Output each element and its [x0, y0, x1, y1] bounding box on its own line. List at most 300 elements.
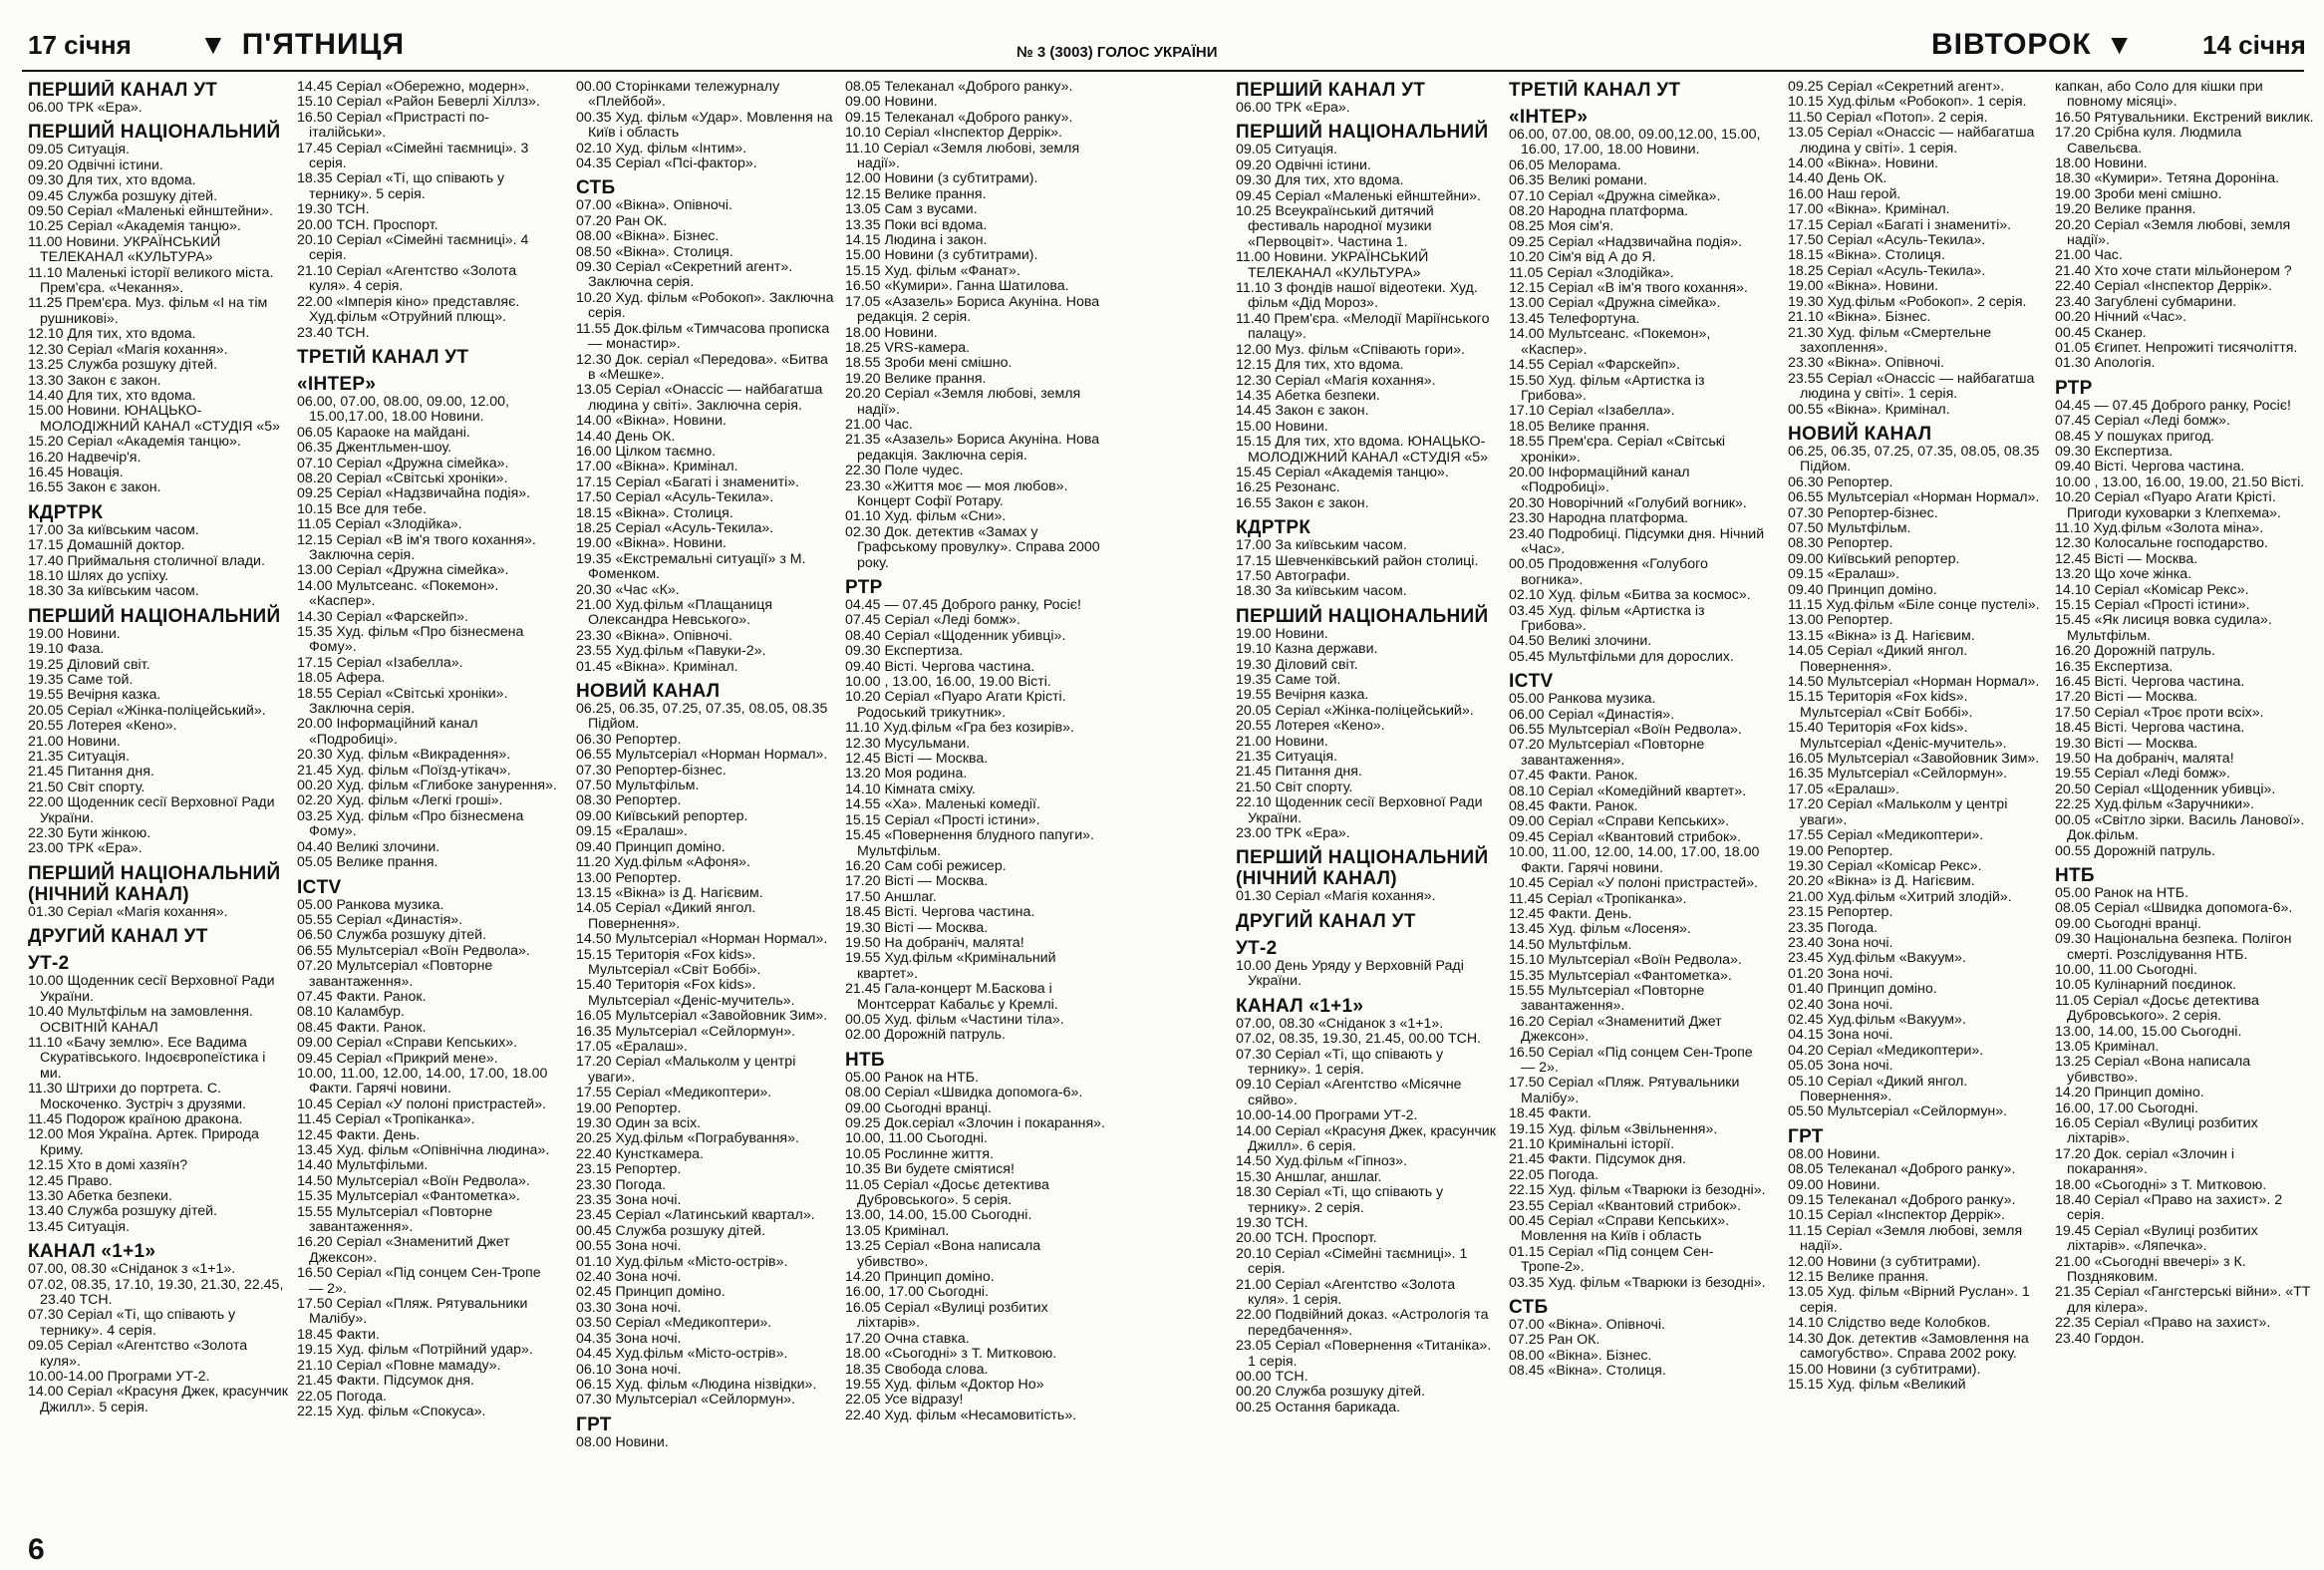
program-entry: 12.45 Право. [28, 1172, 113, 1189]
program-entry: 23.40 Гордон. [2055, 1330, 2145, 1347]
program-entry: 19.00 «Вікна». Новини. [576, 535, 726, 552]
header-rule [22, 70, 2304, 72]
program-entry: 11.10 «Бачу землю». Есе Вадима Скуратівського. Індоєвропеїстика і ми. [28, 1034, 266, 1082]
program-entry: 15.00 Новини (з субтитрами). [845, 247, 1038, 264]
program-entry: 16.35 Мультсеріал «Сейлормун». [1788, 766, 2008, 783]
program-entry: 17.50 Автографи. [1236, 567, 1350, 584]
program-entry: 11.00 Новини. УКРАЇНСЬКИЙ ТЕЛЕКАНАЛ «КУЛЬТУРА» [1236, 249, 1429, 281]
channel-heading: «ІНТЕР» [297, 373, 377, 395]
program-entry: 19.30 ТСН. [1236, 1214, 1308, 1231]
program-entry: 08.05 Телеканал «Доброго ранку». [845, 80, 1073, 95]
program-entry: 13.00, 14.00, 15.00 Сьогодні. [2055, 1023, 2242, 1040]
program-entry: 08.10 Серіал «Комедійний квартет». [1509, 783, 1747, 799]
program-entry: 09.15 Телеканал «Доброго ранку». [1788, 1192, 2016, 1209]
program-entry: 09.45 Служба розшуку дітей. [28, 187, 218, 204]
program-entry: 17.50 Серіал «Асуль-Текила». [576, 489, 774, 506]
channel-heading: НТБ [845, 1049, 885, 1071]
channel-heading: ПЕРШИЙ КАНАЛ УТ [1236, 80, 1426, 101]
program-entry: 09.15 Телеканал «Доброго ранку». [845, 109, 1073, 126]
program-entry: 16.35 Мультсеріал «Сейлормун». [576, 1023, 796, 1040]
program-entry: 16.45 Вісті. Чергова частина. [2055, 674, 2245, 691]
program-entry: 19.30 Вісті — Москва. [2055, 735, 2198, 752]
program-entry: 03.30 Зона ночі. [576, 1299, 682, 1316]
issue-line: № 3 (3003) ГОЛОС УКРАЇНИ [1017, 44, 1218, 61]
program-entry: 05.10 Серіал «Дикий янгол. Повернення». [1788, 1073, 1968, 1104]
program-entry: 19.55 Вечірня казка. [28, 687, 161, 704]
program-entry: 13.00 Серіал «Дружна сімейка». [297, 562, 509, 579]
program-entry: 10.25 Всеукраїнський дитячий фестиваль народної музики «Первоцвіт». Частина 1. [1236, 203, 1434, 250]
program-entry: 15.15 Територія «Fox kids». Мультсеріал «Світ Боббі». [1788, 689, 1973, 721]
program-entry: 05.00 Ранок на НТБ. [2055, 884, 2189, 901]
program-entry: 20.20 Серіал «Земля любові, земля надії». [845, 386, 1081, 418]
program-entry: 07.45 Факти. Ранок. [297, 988, 427, 1005]
program-entry: 16.20 Надвечір'я. [28, 449, 142, 466]
program-entry: 12.00 Новини (з субтитрами). [845, 170, 1038, 187]
program-entry: 09.25 Серіал «Надзвичайна подія». [297, 485, 531, 502]
program-entry: 18.45 Факти. [1509, 1105, 1592, 1122]
program-entry: 12.30 Серіал «Магія кохання». [1236, 372, 1436, 389]
program-entry: 12.45 Вісті — Москва. [2055, 550, 2198, 567]
program-entry: 05.00 Ранкова музика. [1509, 691, 1656, 708]
program-entry: 09.30 Експертиза. [2055, 443, 2174, 460]
program-entry: 21.45 Питання дня. [1236, 764, 1362, 781]
program-entry: 13.05 Кримінал. [2055, 1038, 2160, 1055]
program-entry: 14.45 Закон є закон. [1236, 403, 1369, 420]
program-entry: 00.20 Нічний «Час». [2055, 309, 2187, 326]
program-entry: 16.05 Мультсеріал «Завойовник Зим». [576, 1008, 828, 1025]
program-entry: 11.45 Серіал «Тропіканка». [1509, 890, 1687, 907]
program-entry: 15.15 Територія «Fox kids». Мультсеріал «Світ Боббі». [576, 946, 761, 978]
program-entry: 15.15 Для тих, хто вдома. ЮНАЦЬКО-МОЛОДІЖНИЙ КАНАЛ «СТУДІЯ «5» [1236, 434, 1489, 466]
program-entry: 20.10 Серіал «Сімейні таємниці». 4 серія. [297, 232, 529, 264]
program-entry: 14.00 Мультсеанс. «Покемон». «Каспер». [297, 577, 499, 610]
program-entry: 21.00 Худ.фільм «Плащаниця Олександра Невського». [576, 597, 773, 629]
program-entry: 01.15 Серіал «Під сонцем Сен-Тропе-2». [1509, 1243, 1714, 1276]
program-entry: 11.15 Худ.фільм «Біле сонце пустелі». [1788, 597, 2040, 613]
program-entry: 11.15 Серіал «Земля любові, земля надії». [1788, 1222, 2023, 1255]
channel-heading: КДРТРК [1236, 517, 1311, 539]
program-entry: 12.15 Серіал «В ім'я твого кохання». Заключна серія. [297, 531, 536, 563]
program-entry: 13.15 «Вікна» із Д. Нагієвим. [576, 884, 763, 901]
program-entry: 22.30 Поле чудес. [845, 463, 964, 479]
program-entry: 18.05 Велике прання. [1509, 418, 1650, 435]
program-entry: 05.05 Зона ночі. [1788, 1058, 1893, 1075]
program-entry: 19.30 Худ.фільм «Робокоп». 2 серія. [1788, 293, 2027, 310]
program-entry: 17.05 «Азазель» Бориса Акуніна. Нова редакція. 2 серія. [845, 293, 1100, 326]
program-entry: 15.15 Серіал «Прості істини». [845, 811, 1040, 828]
program-entry: 22.05 Погода. [297, 1388, 388, 1405]
program-entry: 00.45 Служба розшуку дітей. [576, 1222, 766, 1239]
program-entry: 15.35 Мультсеріал «Фантометка». [297, 1188, 520, 1205]
channel-heading: РТР [2055, 377, 2093, 399]
program-entry: 08.45 «Вікна». Столиця. [1509, 1363, 1666, 1380]
program-entry: 18.25 VRS-камера. [845, 339, 971, 356]
program-entry: 22.40 Кунсткамера. [576, 1145, 705, 1162]
program-entry: 07.30 Серіал «Ті, що співають у тернику». 4 серія. [28, 1307, 236, 1339]
program-entry: 20.10 Серіал «Сімейні таємниці». 1 серія. [1236, 1245, 1468, 1278]
program-entry: 00.05 Худ. фільм «Частини тіла». [845, 1011, 1064, 1028]
program-entry: 18.55 Прем'єра. Серіал «Світські хроніки». [1509, 434, 1726, 466]
program-entry: 07.45 Факти. Ранок. [1509, 768, 1638, 785]
program-entry: 17.50 Серіал «Асуль-Текила». [1788, 232, 1986, 249]
program-entry: 07.30 Мультсеріал «Сейлормун». [576, 1392, 796, 1409]
program-entry: 23.45 Серіал «Латинський квартал». [576, 1207, 815, 1224]
program-entry: 20.05 Серіал «Жінка-поліцейський». [1236, 702, 1474, 719]
channel-heading: УТ-2 [28, 953, 70, 975]
program-entry: 10.00, 11.00 Сьогодні. [845, 1130, 988, 1147]
program-entry: 14.05 Серіал «Дикий янгол. Повернення». [1788, 643, 1968, 675]
program-entry: 09.15 «Ералаш». [576, 823, 688, 840]
program-entry: 02.20 Худ. фільм «Легкі гроші». [297, 792, 503, 809]
channel-heading: ПЕРШИЙ НАЦІОНАЛЬНИЙ (НІЧНИЙ КАНАЛ) [1236, 847, 1489, 890]
program-entry: 20.50 Серіал «Щоденник убивці». [2055, 781, 2276, 797]
program-entry: 23.30 Погода. [576, 1176, 667, 1193]
program-entry: 08.10 Каламбур. [297, 1004, 405, 1021]
program-entry: 20.05 Серіал «Жінка-поліцейський». [28, 702, 266, 719]
program-entry: 23.40 Зона ночі. [1788, 934, 1893, 951]
right-weekday: ВІВТОРОК ▼ [1931, 28, 2134, 62]
program-entry: капкан, або Соло для кішки при повному місяці». [2055, 80, 2263, 111]
program-entry: 16.20 Дорожній патруль. [2055, 643, 2215, 660]
program-entry: 20.25 Худ.фільм «Пограбування». [576, 1130, 799, 1147]
program-entry: 06.00 Серіал «Династія». [1509, 706, 1675, 723]
program-entry: 21.10 Серіал «Повне мамаду». [297, 1357, 501, 1374]
channel-heading: НТБ [2055, 864, 2095, 886]
channel-heading: КАНАЛ «1+1» [28, 1241, 156, 1263]
program-entry: 00.20 Худ. фільм «Глибоке занурення». [297, 778, 557, 794]
program-entry: 18.30 «Кумири». Тетяна Дороніна. [2055, 170, 2280, 187]
program-entry: 02.45 Худ.фільм «Вакуум». [1788, 1011, 1966, 1028]
program-entry: 14.55 Серіал «Фарскейп». [1509, 357, 1680, 374]
program-entry: 13.45 Худ. фільм «Лосеня». [1509, 921, 1691, 938]
program-entry: 17.55 Серіал «Медикоптери». [576, 1085, 772, 1101]
program-entry: 15.15 Серіал «Прості істини». [2055, 597, 2250, 613]
program-entry: 23.35 Погода. [1788, 919, 1879, 936]
program-entry: 10.15 Худ.фільм «Робокоп». 1 серія. [1788, 94, 2027, 111]
program-entry: 18.30 За київським часом. [28, 583, 199, 600]
program-entry: 11.10 Худ.фільм «Гра без козирів». [845, 720, 1075, 737]
program-entry: 04.15 Зона ночі. [1788, 1027, 1893, 1044]
program-entry: 17.15 Шевченківський район столиці. [1236, 552, 1479, 569]
program-entry: 17.20 Вісті — Москва. [2055, 689, 2198, 706]
program-entry: 10.00, 11.00 Сьогодні. [2055, 961, 2197, 978]
channel-heading: ПЕРШИЙ НАЦІОНАЛЬНИЙ [28, 122, 281, 144]
schedule-column-3 [576, 80, 837, 1555]
program-entry: 21.45 Факти. Підсумок дня. [1509, 1151, 1686, 1168]
program-entry: 18.00 «Сьогодні» з Т. Митковою. [2055, 1176, 2267, 1193]
program-entry: 10.20 Худ. фільм «Робокоп». Заключна серія. [576, 289, 834, 322]
program-entry: 16.05 Серіал «Вулиці розбитих ліхтарів». [845, 1299, 1048, 1332]
program-entry: 10.25 Серіал «Академія танцю». [28, 218, 241, 235]
program-entry: 12.10 Для тих, хто вдома. [28, 326, 196, 343]
program-entry: 15.40 Територія «Fox kids». Мультсеріал «Деніс-мучитель». [1788, 720, 2007, 752]
program-entry: 08.45 У пошуках пригод. [2055, 428, 2215, 445]
program-entry: 09.00 Серіал «Справи Кепських». [297, 1035, 518, 1052]
program-entry: 13.20 Моя родина. [845, 766, 968, 783]
program-entry: 13.00 Серіал «Дружна сімейка». [1509, 295, 1721, 312]
program-entry: 15.00 Новини (з субтитрами). [1788, 1361, 1981, 1378]
program-entry: 19.45 Серіал «Вулиці розбитих ліхтарів». «Ляпечка». [2055, 1222, 2258, 1255]
program-entry: 22.15 Худ. фільм «Тварюки із безодні». [1509, 1182, 1766, 1199]
program-entry: 21.35 Ситуація. [28, 749, 131, 766]
program-entry: 07.02, 08.35, 19.30, 21.45, 00.00 ТСН. [1236, 1031, 1482, 1048]
program-entry: 08.00 «Вікна». Бізнес. [1509, 1347, 1652, 1364]
program-entry: 12.15 Серіал «В ім'я твого кохання». [1509, 280, 1748, 297]
program-entry: 19.00 Новини. [1236, 625, 1328, 642]
program-entry: 23.15 Репортер. [576, 1161, 682, 1178]
program-entry: 12.30 Док. серіал «Передова». «Битва в «Мешке». [576, 351, 828, 383]
program-entry: 10.45 Серіал «У полоні пристрастей». [1509, 875, 1759, 892]
program-entry: 07.00 «Вікна». Опівночі. [576, 197, 732, 214]
program-entry: 09.10 Серіал «Агентство «Місячне сяйво». [1236, 1077, 1462, 1108]
program-entry: 06.55 Мультсеріал «Норман Нормал». [576, 747, 828, 764]
program-entry: 04.40 Великі злочини. [297, 838, 440, 855]
program-entry: 19.55 Худ.фільм «Кримінальний квартет». [845, 950, 1056, 982]
program-entry: 13.05 Серіал «Онассіс — найбагатша людина у світі». 1 серія. [1788, 125, 2035, 157]
program-entry: 21.30 Худ. фільм «Смертельне захоплення». [1788, 324, 1992, 356]
program-entry: 01.45 «Вікна». Кримінал. [576, 658, 738, 675]
program-entry: 23.00 ТРК «Ера». [1236, 825, 1350, 842]
program-entry: 07.30 Репортер-бізнес. [576, 762, 726, 779]
channel-heading: КАНАЛ «1+1» [1236, 995, 1364, 1017]
program-entry: 08.20 Серіал «Світські хроніки». [297, 470, 508, 486]
program-entry: 14.00 Мультсеанс. «Покемон», «Каспер». [1509, 326, 1711, 358]
program-entry: 05.55 Серіал «Династія». [297, 911, 463, 928]
program-entry: 01.10 Худ. фільм «Сни». [845, 508, 1007, 525]
program-entry: 23.30 «Вікна». Опівночі. [1788, 355, 1944, 372]
program-entry: 09.00 Новини. [845, 94, 938, 111]
program-entry: 08.20 Народна платформа. [1509, 203, 1689, 220]
program-entry: 15.50 Худ. фільм «Артистка із Грибова». [1509, 372, 1705, 404]
program-entry: 15.10 Мультсеріал «Воїн Редвола». [1509, 952, 1742, 969]
page-header [0, 0, 2324, 66]
program-entry: 01.30 Серіал «Магія кохання». [1236, 888, 1436, 905]
program-entry: 19.30 ТСН. [297, 201, 370, 218]
program-entry: 20.00 ТСН. Проспорт. [297, 216, 438, 233]
program-entry: 05.50 Мультсеріал «Сейлормун». [1788, 1103, 2008, 1120]
program-entry: 07.50 Мультфільм. [576, 778, 700, 794]
program-entry: 16.50 Серіал «Під сонцем Сен-Тропе — 2». [297, 1265, 541, 1297]
program-entry: 18.45 Факти. [297, 1326, 380, 1343]
program-entry: 09.05 Ситуація. [28, 142, 131, 158]
program-entry: 19.00 Зроби мені смішно. [2055, 185, 2222, 202]
program-entry: 23.40 ТСН. [297, 324, 370, 341]
channel-heading: УТ-2 [1236, 937, 1278, 959]
program-entry: 09.30 Для тих, хто вдома. [28, 172, 196, 189]
program-entry: 11.05 Серіал «Злодійка». [1509, 264, 1674, 281]
program-entry: 05.00 Ранок на НТБ. [845, 1069, 980, 1086]
program-entry: 02.45 Принцип доміно. [576, 1284, 726, 1301]
program-entry: 00.55 Зона ночі. [576, 1238, 682, 1255]
program-entry: 17.20 Вісті — Москва. [845, 873, 989, 890]
program-entry: 16.55 Закон є закон. [28, 479, 161, 496]
program-entry: 13.45 Худ. фільм «Опівнічна людина». [297, 1142, 550, 1158]
program-entry: 17.00 «Вікна». Кримінал. [1788, 201, 1950, 218]
program-entry: 16.50 Рятувальники. Екстрений виклик. [2055, 109, 2314, 126]
program-entry: 07.00 «Вікна». Опівночі. [1509, 1317, 1665, 1334]
program-entry: 05.05 Велике прання. [297, 854, 438, 871]
program-entry: 15.00 Новини. ЮНАЦЬКО-МОЛОДІЖНИЙ КАНАЛ «СТУДІЯ «5» [28, 403, 281, 435]
program-entry: 00.45 Сканер. [2055, 324, 2147, 341]
channel-heading: ГРТ [576, 1413, 612, 1435]
program-entry: 15.35 Худ. фільм «Про бізнесмена Фому». [297, 624, 524, 656]
program-entry: 13.30 Закон є закон. [28, 372, 161, 389]
program-entry: 16.50 Серіал «Пристрасті по-італійськи». [297, 109, 489, 142]
program-entry: 07.00, 08.30 «Сніданок з «1+1». [28, 1261, 236, 1278]
program-entry: 19.15 Худ. фільм «Потрійний удар». [297, 1342, 533, 1359]
program-entry: 18.45 Вісті. Чергова частина. [845, 904, 1035, 921]
program-entry: 12.45 Вісті — Москва. [845, 751, 989, 768]
schedule-column-4 [845, 80, 1106, 1555]
program-entry: 12.30 Колосальне господарство. [2055, 535, 2268, 552]
program-entry: 09.40 Принцип доміно. [1788, 581, 1937, 598]
program-entry: 13.05 Кримінал. [845, 1222, 950, 1239]
program-entry: 21.40 Хто хоче стати мільйонером ? [2055, 262, 2292, 279]
program-entry: 07.30 Серіал «Ті, що співають у тернику». 1 серія. [1236, 1046, 1444, 1078]
program-entry: 15.55 Мультсеріал «Повторне завантаження». [297, 1203, 493, 1236]
program-entry: 11.40 Прем'єра. «Мелодії Маріїнського палацу». [1236, 310, 1490, 343]
program-entry: 14.05 Серіал «Дикий янгол. Повернення». [576, 900, 756, 932]
program-entry: 19.50 На добраніч, малята! [2055, 751, 2234, 768]
program-entry: 13.25 Серіал «Вона написала убивство». [2055, 1054, 2251, 1086]
program-entry: 19.30 Один за всіх. [576, 1115, 702, 1131]
program-entry: 07.50 Мультфільм. [1788, 519, 1911, 536]
program-entry: 07.25 Ран ОК. [1509, 1332, 1600, 1349]
program-entry: 09.00 Київський репортер. [1788, 550, 1960, 567]
program-entry: 16.00 Наш герой. [1788, 185, 1901, 202]
program-entry: 11.10 Маленькі історії великого міста. Прем'єра. «Чекання». [28, 264, 274, 297]
program-entry: 23.55 Серіал «Онассіс — найбагатша людина у світі». 1 серія. [1788, 370, 2035, 403]
program-entry: 17.00 «Вікна». Кримінал. [576, 459, 738, 475]
program-entry: 09.00 Серіал «Справи Кепських». [1509, 813, 1730, 830]
program-entry: 08.00 Новини. [576, 1433, 669, 1450]
program-entry: 00.00 ТСН. [1236, 1369, 1308, 1386]
program-entry: 06.00 ТРК «Ера». [28, 100, 143, 116]
program-entry: 23.40 Загублені субмарини. [2055, 293, 2237, 310]
program-entry: 16.00, 17.00 Сьогодні. [2055, 1099, 2199, 1116]
program-entry: 04.35 Серіал «Псі-фактор». [576, 156, 757, 172]
program-entry: 13.25 Серіал «Вона написала убивство». [845, 1238, 1041, 1270]
program-entry: 14.50 Мультсеріал «Норман Нормал». [1788, 674, 2040, 691]
program-entry: 09.50 Серіал «Маленькі ейнштейни». [28, 203, 273, 220]
program-entry: 14.10 Слідство веде Колобков. [1788, 1315, 1991, 1332]
program-entry: 07.20 Ран ОК. [576, 212, 668, 229]
program-entry: 12.45 Факти. День. [1509, 905, 1632, 922]
program-entry: 06.55 Мультсеріал «Норман Нормал». [1788, 489, 2040, 506]
program-entry: 17.50 Серіал «Троє проти всіх». [2055, 704, 2264, 721]
program-entry: 16.55 Закон є закон. [1236, 494, 1369, 511]
program-entry: 15.15 Худ. фільм «Великий [1788, 1376, 1966, 1393]
channel-heading: РТР [845, 577, 883, 598]
program-entry: 11.30 Штрихи до портрета. С. Москоченко. Зустріч з друзями. [28, 1081, 246, 1112]
program-entry: 13.05 Сам з вусами. [845, 201, 978, 218]
program-entry: 19.55 Худ. фільм «Доктор Но» [845, 1376, 1044, 1393]
schedule-column-8 [2055, 80, 2316, 1555]
program-entry: 03.35 Худ. фільм «Тварюки із безодні». [1509, 1274, 1766, 1291]
program-entry: 20.30 Новорічний «Голубий вогник». [1509, 494, 1747, 511]
program-entry: 09.00 Київський репортер. [576, 807, 748, 824]
program-entry: 15.10 Серіал «Район Беверлі Хіллз». [297, 94, 540, 111]
program-entry: 16.45 Новація. [28, 464, 124, 480]
program-entry: 14.35 Абетка безпеки. [1236, 387, 1380, 404]
program-entry: 12.30 Серіал «Магія кохання». [28, 341, 228, 358]
program-entry: 21.00 Худ.фільм «Хитрий злодій». [1788, 888, 2012, 905]
program-entry: 02.40 Зона ночі. [1788, 996, 1893, 1013]
program-entry: 15.20 Серіал «Академія танцю». [28, 434, 241, 451]
program-entry: 21.45 Худ. фільм «Поїзд-утікач». [297, 762, 511, 779]
channel-heading: НОВИЙ КАНАЛ [576, 681, 721, 703]
program-entry: 09.25 Док.серіал «Злочин і покарання». [845, 1115, 1106, 1131]
channel-heading: ДРУГИЙ КАНАЛ УТ [28, 926, 208, 948]
program-entry: 09.30 Національна безпека. Полігон смерті. Розслідування НТБ. [2055, 931, 2292, 963]
program-entry: 18.15 «Вікна». Столиця. [1788, 247, 1945, 264]
program-entry: 05.00 Ранкова музика. [297, 896, 444, 913]
program-entry: 21.00 Серіал «Агентство «Золота куля». 1 серія. [1236, 1276, 1456, 1308]
program-entry: 14.20 Принцип доміно. [2055, 1085, 2204, 1101]
program-entry: 21.00 Новини. [1236, 733, 1328, 750]
program-entry: 14.40 День ОК. [576, 428, 676, 445]
program-entry: 22.00 «Імперія кіно» представляє. Худ.фільм «Отруйний плющ». [297, 293, 520, 326]
program-entry: 08.30 Репортер. [576, 792, 682, 809]
program-entry: 17.15 Серіал «Багаті і знамениті». [1788, 216, 2012, 233]
program-entry: 07.10 Серіал «Дружна сімейка». [1509, 187, 1721, 204]
program-entry: 10.00 , 13.00, 16.00, 19.00 Вісті. [845, 674, 1051, 691]
program-entry: 18.40 Серіал «Право на захист». 2 серія. [2055, 1192, 2283, 1224]
program-entry: 18.30 Серіал «Ті, що співають у тернику». 2 серія. [1236, 1184, 1444, 1216]
program-entry: 10.05 Рослинне життя. [845, 1145, 995, 1162]
program-entry: 09.30 Експертиза. [845, 643, 964, 660]
program-entry: 17.15 Домашній доктор. [28, 537, 185, 554]
program-entry: 22.40 Худ. фільм «Несамовитість». [845, 1407, 1077, 1423]
program-entry: 09.40 Вісті. Чергова частина. [845, 658, 1035, 675]
program-entry: 20.00 ТСН. Проспорт. [1236, 1230, 1377, 1247]
program-entry: 14.40 День ОК. [1788, 170, 1888, 187]
program-entry: 00.00 Сторінками тележурналу «Плейбой». [576, 80, 780, 111]
program-entry: 16.05 Мультсеріал «Завойовник Зим». [1788, 751, 2040, 768]
program-entry: 22.40 Серіал «Інспектор Деррік». [2055, 278, 2272, 295]
channel-heading: ТРЕТІЙ КАНАЛ УТ [297, 346, 469, 368]
program-entry: 14.40 Мультфільми. [297, 1157, 429, 1174]
program-entry: 19.30 Серіал «Комісар Рекс». [1788, 857, 1982, 874]
program-entry: 14.00 «Вікна». Новини. [576, 413, 726, 430]
channel-heading: КДРТРК [28, 501, 104, 523]
program-entry: 19.20 Велике прання. [845, 370, 987, 387]
program-entry: 10.15 Все для тебе. [297, 500, 427, 517]
program-entry: 17.15 Серіал «Ізабелла». [297, 654, 463, 671]
program-entry: 00.55 «Вікна». Кримінал. [1788, 401, 1950, 418]
program-entry: 18.00 «Сьогодні» з Т. Митковою. [845, 1346, 1057, 1363]
program-entry: 00.05 «Світло зірки. Василь Ланової». Док.фільм. [2055, 811, 2305, 844]
program-entry: 10.40 Мультфільм на замовлення. ОСВІТНІЙ КАНАЛ [28, 1004, 253, 1036]
program-entry: 14.10 Кімната сміху. [845, 781, 976, 797]
program-entry: 17.20 Серіал «Мальколм у центрі уваги». [576, 1054, 796, 1086]
channel-heading: ICTV [1509, 671, 1554, 693]
program-entry: 21.10 «Вікна». Бізнес. [1788, 309, 1931, 326]
program-entry: 23.55 Серіал «Квантовий стрибок». [1509, 1197, 1742, 1214]
program-entry: 23.30 «Вікна». Опівночі. [576, 627, 732, 644]
schedule-column-1 [28, 80, 289, 1555]
program-entry: 03.25 Худ. фільм «Про бізнесмена Фому». [297, 807, 524, 840]
program-entry: 19.30 Вісті — Москва. [845, 919, 989, 936]
program-entry: 04.45 — 07.45 Доброго ранку, Росіє! [845, 597, 1081, 613]
program-entry: 20.20 «Вікна» із Д. Нагієвим. [1788, 873, 1975, 890]
program-entry: 06.15 Худ. фільм «Людина нізвідки». [576, 1376, 817, 1393]
program-entry: 18.35 Свобода слова. [845, 1361, 989, 1378]
program-entry: 19.00 Репортер. [1788, 842, 1893, 859]
program-entry: 14.50 Худ.фільм «Гіпноз». [1236, 1153, 1407, 1170]
program-entry: 21.00 Час. [2055, 247, 2123, 264]
program-entry: 17.50 Серіал «Пляж. Рятувальники Малібу». [297, 1296, 528, 1328]
